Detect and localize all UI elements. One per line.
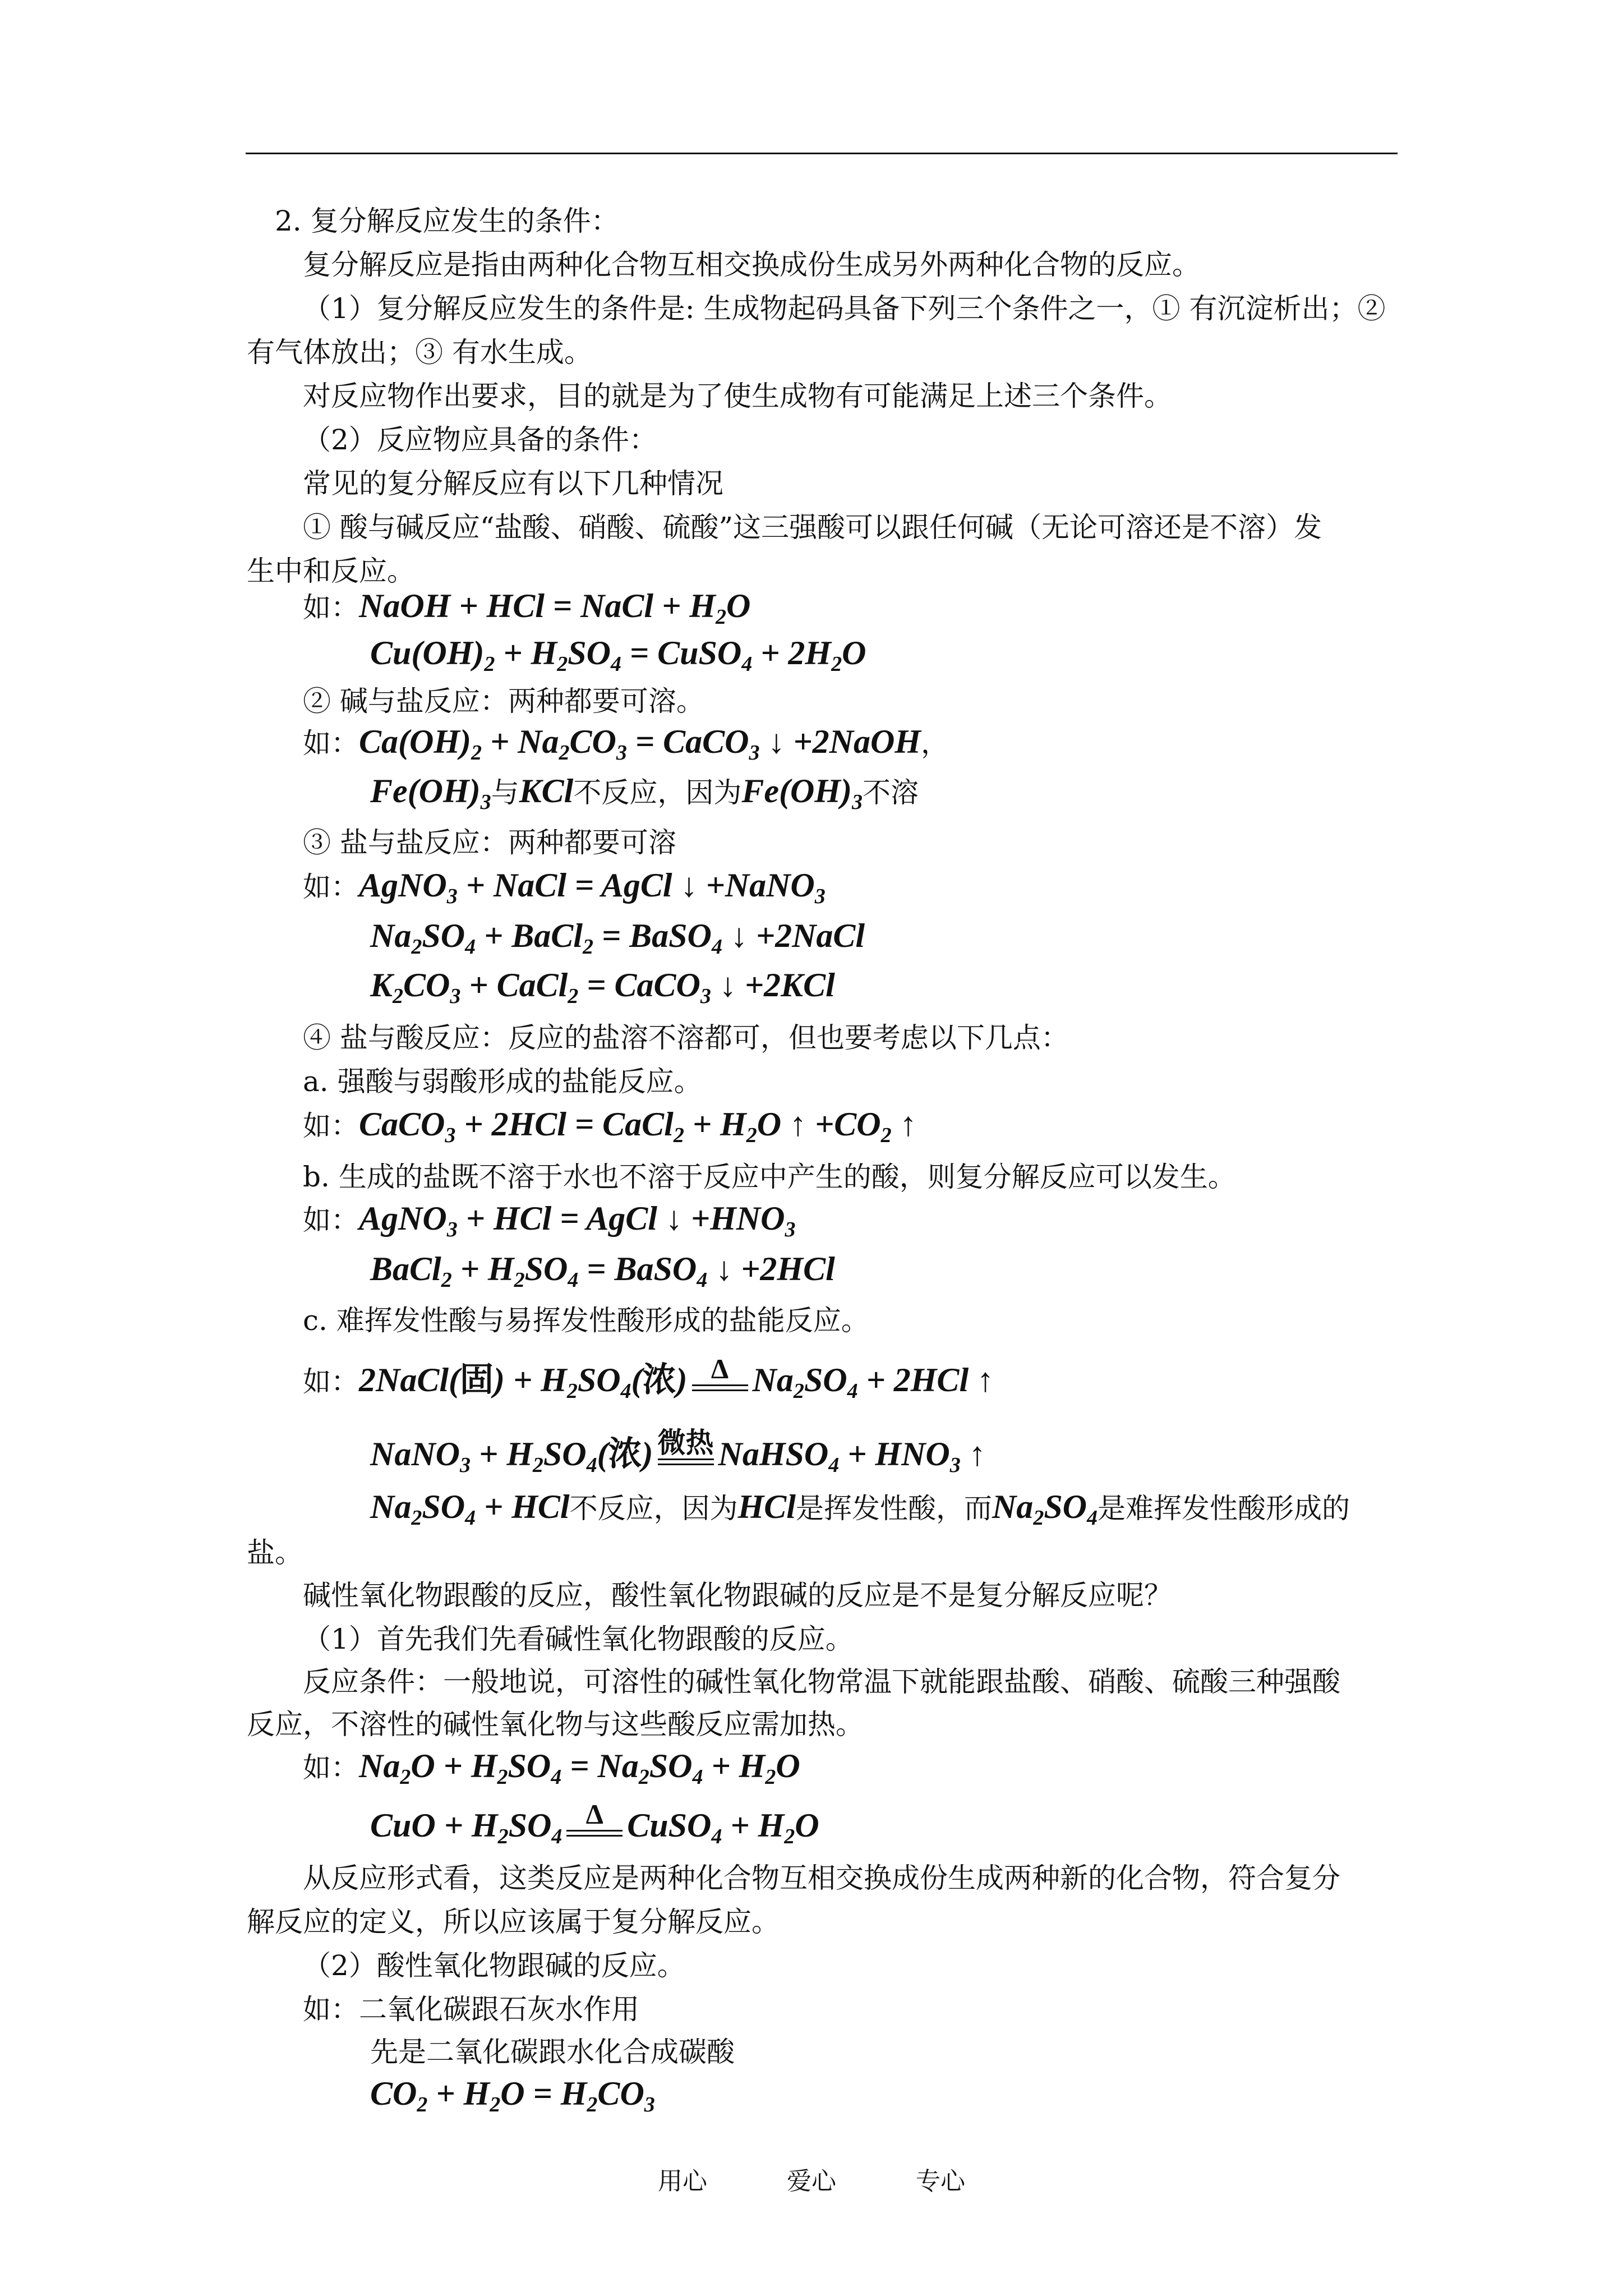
example-line bbox=[303, 587, 751, 629]
paragraph: ③ 盐与盐反应：两种都要可溶 bbox=[303, 826, 676, 859]
equation: BaCl$_2$ + $H_2SO_4$ = BaSO$_4$ ↓ +2HCl bbox=[370, 1250, 835, 1292]
formula: HCl bbox=[737, 1488, 796, 1525]
paragraph: 反应，不溶性的碱性氧化物与这些酸反应需加热。 bbox=[247, 1708, 864, 1741]
header-rule bbox=[246, 153, 1398, 154]
paragraph: （2）酸性氧化物跟碱的反应。 bbox=[303, 1949, 685, 1982]
example-line bbox=[370, 1427, 986, 1477]
equation: AgNO$_3$ + HCl = AgCl ↓ $+HNO_3$ bbox=[359, 1200, 796, 1241]
paragraph: 有气体放出；③ 有水生成。 bbox=[247, 336, 592, 369]
paragraph: b. 生成的盐既不溶于水也不溶于反应中产生的酸，则复分解反应可以发生。 bbox=[303, 1161, 1236, 1193]
example-line bbox=[370, 917, 865, 959]
equation: $Na_2O + H_2SO_4 = Na_2SO_4 + H_2O$ bbox=[359, 1747, 800, 1789]
example-line bbox=[370, 967, 835, 1008]
equation: AgNO$_3$ + NaCl = AgCl ↓ +NaNO$_3$ bbox=[359, 867, 826, 908]
example-prefix: 如： bbox=[303, 727, 359, 760]
equation: 2NaCl(固) + $H_2SO_4$(浓) Δ $Na_2SO_4 + 2HCl$ ↑ bbox=[359, 1361, 994, 1398]
paragraph: 对反应物作出要求，目的就是为了使生成物有可能满足上述三个条件。 bbox=[303, 380, 1172, 412]
formula: $Na_2SO_4$ bbox=[992, 1488, 1098, 1530]
formula: $Fe(OH)_3$ bbox=[741, 772, 863, 814]
example-prefix: 如： bbox=[303, 1110, 359, 1142]
heat-symbol: Δ bbox=[585, 1798, 603, 1830]
example-prefix: 如： bbox=[303, 1751, 359, 1784]
formula: $Na_2SO_4$ + HCl bbox=[370, 1488, 570, 1530]
equation: $Na_2SO_4$ + BaCl$_2$ = BaSO$_4$ ↓ +2NaCl bbox=[370, 917, 865, 959]
paragraph: 复分解反应是指由两种化合物互相交换成份生成另外两种化合物的反应。 bbox=[303, 249, 1200, 281]
formula: $Fe(OH)_3$ bbox=[370, 772, 491, 814]
paragraph: ② 碱与盐反应：两种都要可溶。 bbox=[303, 685, 704, 717]
footer-text: 专心 bbox=[916, 2167, 965, 2196]
paragraph: ④ 盐与酸反应：反应的盐溶不溶都可，但也要考虑以下几点： bbox=[303, 1022, 1069, 1054]
example-line bbox=[370, 634, 866, 676]
connector-text: 是难挥发性酸形成的 bbox=[1098, 1492, 1350, 1525]
example-line bbox=[370, 1250, 835, 1292]
equation: NaOH + HCl = NaCl + $H_2O$ bbox=[359, 587, 751, 629]
equation: CaCO$_3$ + 2HCl = CaCl$_2$ + $H_2O$ ↑ $+CO_2$ ↑ bbox=[359, 1106, 917, 1147]
example-line bbox=[303, 1200, 796, 1241]
example-prefix: 如： bbox=[303, 871, 359, 903]
paragraph: 如：二氧化碳跟石灰水作用 bbox=[303, 1993, 639, 2026]
paragraph: 生中和反应。 bbox=[247, 555, 415, 587]
paragraph: 常见的复分解反应有以下几种情况 bbox=[303, 467, 723, 500]
equation: $Cu(OH)_2 + H_2SO_4$ = CuSO$_4$ + $2H_2O$ bbox=[370, 634, 866, 676]
equation: $CO_2 + H_2O = H_2CO_3$ bbox=[370, 2075, 655, 2116]
page-footer bbox=[0, 2161, 1623, 2197]
condition-sign bbox=[692, 1353, 748, 1391]
equation: NaNO$_3$ + $H_2SO_4$(浓) 微热 NaHSO$_4$ + $HNO_3$ ↑ bbox=[370, 1435, 986, 1473]
paragraph: a. 强酸与弱酸形成的盐能反应。 bbox=[303, 1065, 702, 1098]
heat-symbol: Δ bbox=[711, 1353, 729, 1384]
example-prefix: 如： bbox=[303, 591, 359, 624]
heat-symbol: 微热 bbox=[657, 1427, 714, 1458]
paragraph: 碱性氧化物跟酸的反应，酸性氧化物跟碱的反应是不是复分解反应呢？ bbox=[303, 1579, 1172, 1612]
connector-text: 不反应，因为 bbox=[573, 776, 742, 809]
connector-text: 不溶 bbox=[862, 776, 919, 809]
paragraph: ① 酸与碱反应“盐酸、硝酸、硫酸”这三强酸可以跟任何碱（无论可溶还是不溶）发 bbox=[303, 511, 1322, 544]
formula: KCl bbox=[519, 772, 574, 809]
example-line bbox=[370, 1488, 1350, 1530]
paragraph: c. 难挥发性酸与易挥发性酸形成的盐能反应。 bbox=[303, 1304, 869, 1337]
paragraph: （1）首先我们先看碱性氧化物跟酸的反应。 bbox=[303, 1623, 854, 1655]
example-prefix: 如： bbox=[303, 1365, 359, 1398]
paragraph: 解反应的定义，所以应该属于复分解反应。 bbox=[247, 1906, 780, 1938]
equation: CuO + $H_2SO_4$ Δ CuSO$_4$ + $H_2O$ bbox=[370, 1807, 819, 1844]
example-line bbox=[303, 867, 826, 908]
example-line bbox=[370, 2075, 655, 2116]
state-label: 浓 bbox=[608, 1435, 642, 1473]
paragraph: 先是二氧化碳跟水化合成碳酸 bbox=[370, 2036, 735, 2068]
state-label: 固 bbox=[460, 1361, 494, 1398]
footer-text: 爱心 bbox=[787, 2167, 836, 2196]
example-line bbox=[303, 723, 949, 765]
paragraph: 反应条件：一般地说，可溶性的碱性氧化物常温下就能跟盐酸、硝酸、硫酸三种强酸 bbox=[303, 1665, 1340, 1698]
example-line bbox=[303, 1353, 994, 1403]
paragraph: 从反应形式看，这类反应是两种化合物互相交换成份生成两种新的化合物，符合复分 bbox=[303, 1862, 1340, 1894]
equation: $Ca(OH)_2 + Na_2CO_3$ = CaCO$_3$ ↓ +2NaOH bbox=[359, 723, 921, 765]
paragraph: 盐。 bbox=[247, 1536, 303, 1569]
condition-sign bbox=[566, 1798, 623, 1837]
example-line bbox=[370, 772, 919, 814]
example-line bbox=[303, 1747, 800, 1789]
footer-text: 用心 bbox=[658, 2167, 707, 2196]
state-label: 浓 bbox=[642, 1361, 676, 1398]
paragraph: （2）反应物应具备的条件： bbox=[303, 424, 657, 456]
example-line bbox=[370, 1798, 819, 1848]
paragraph: （1）复分解反应发生的条件是: 生成物起码具备下列三个条件之一，① 有沉淀析出；② bbox=[303, 292, 1386, 325]
connector-text: 不反应，因为 bbox=[569, 1492, 738, 1525]
example-line bbox=[303, 1106, 917, 1147]
equation: $K_2CO_3$ + CaCl$_2$ = CaCO$_3$ ↓ +2KCl bbox=[370, 967, 835, 1008]
comma: ， bbox=[920, 727, 949, 760]
connector-text: 是挥发性酸，而 bbox=[795, 1492, 992, 1525]
condition-sign bbox=[657, 1427, 714, 1465]
connector-text: 与 bbox=[491, 776, 519, 809]
example-prefix: 如： bbox=[303, 1204, 359, 1236]
section-heading: 2. 复分解反应发生的条件： bbox=[275, 205, 619, 237]
